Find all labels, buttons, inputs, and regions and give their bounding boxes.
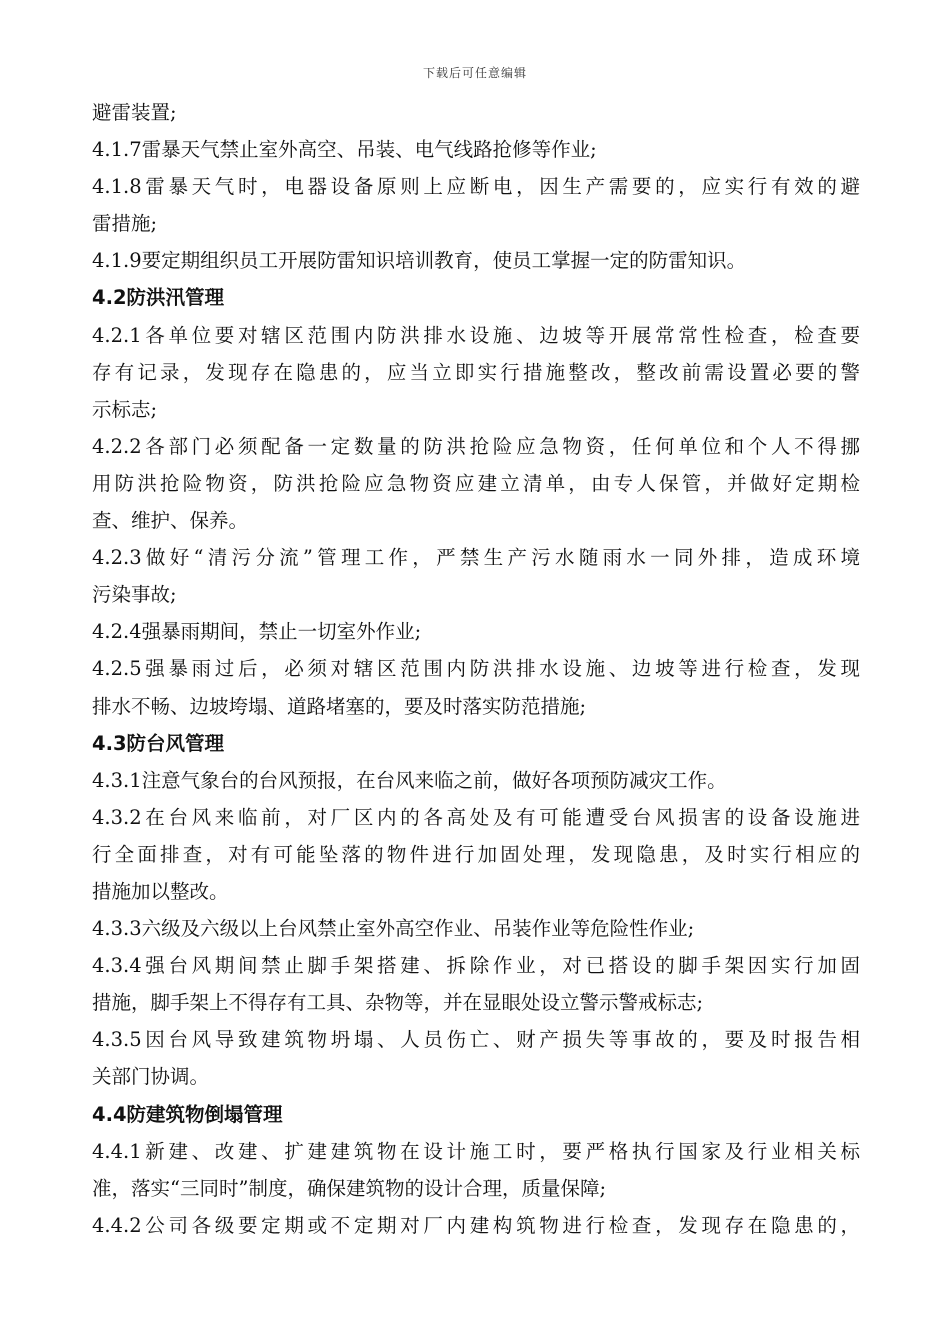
paragraph-line: 措施，脚手架上不得存有工具、杂物等，并在显眼处设立警示警戒标志; (92, 991, 704, 1015)
paragraph-line: 4.2.1各单位要对辖区范围内防洪排水设施、边坡等开展常常性检查，检查要 (92, 323, 860, 347)
paragraph-line: 查、维护、保养。 (92, 509, 249, 533)
paragraph-line: 4.2.3做好“清污分流”管理工作，严禁生产污水随雨水一同外排，造成环境 (92, 546, 860, 570)
paragraph-line: 4.1.8雷暴天气时，电器设备原则上应断电，因生产需要的，应实行有效的避 (92, 175, 860, 199)
paragraph-line: 用防洪抢险物资，防洪抢险应急物资应建立清单，由专人保管，并做好定期检 (92, 471, 860, 495)
paragraph-line: 4.1.9要定期组织员工开展防雷知识培训教育，使员工掌握一定的防雷知识。 (92, 249, 747, 273)
paragraph-line: 存有记录，发现存在隐患的，应当立即实行措施整改，整改前需设置必要的警 (92, 360, 860, 384)
section-heading: 4.3防台风管理 (92, 731, 225, 755)
section-heading: 4.4防建筑物倒塌管理 (92, 1102, 283, 1126)
paragraph-line: 雷措施; (92, 212, 158, 236)
paragraph-line: 污染事故; (92, 583, 177, 607)
document-body (92, 94, 860, 1244)
paragraph-line: 4.2.2各部门必须配备一定数量的防洪抢险应急物资，任何单位和个人不得挪 (92, 434, 860, 458)
paragraph-line: 4.3.5因台风导致建筑物坍塌、人员伤亡、财产损失等事故的，要及时报告相 (92, 1028, 860, 1052)
paragraph-line: 关部门协调。 (92, 1065, 210, 1089)
paragraph-line: 4.2.5强暴雨过后，必须对辖区范围内防洪排水设施、边坡等进行检查，发现 (92, 657, 860, 681)
paragraph-line: 4.3.1注意气象台的台风预报，在台风来临之前，做好各项预防减灾工作。 (92, 768, 727, 792)
paragraph-line: 4.3.4强台风期间禁止脚手架搭建、拆除作业，对已搭设的脚手架因实行加固 (92, 954, 860, 978)
paragraph-line: 示标志; (92, 397, 158, 421)
paragraph-line: 准，落实“三同时”制度，确保建筑物的设计合理，质量保障; (92, 1176, 607, 1200)
paragraph-line: 4.4.2公司各级要定期或不定期对厂内建构筑物进行检查，发现存在隐患的， (92, 1213, 860, 1237)
section-heading: 4.2防洪汛管理 (92, 286, 225, 310)
paragraph-line: 4.3.3六级及六级以上台风禁止室外高空作业、吊装作业等危险性作业; (92, 917, 695, 941)
paragraph-line: 措施加以整改。 (92, 879, 229, 903)
paragraph-line: 4.2.4强暴雨期间，禁止一切室外作业; (92, 620, 422, 644)
paragraph-line: 4.4.1新建、改建、扩建建筑物在设计施工时，要严格执行国家及行业相关标 (92, 1139, 860, 1163)
paragraph-line: 4.3.2在台风来临前，对厂区内的各高处及有可能遭受台风损害的设备设施进 (92, 805, 860, 829)
paragraph-line: 行全面排查，对有可能坠落的物件进行加固处理，发现隐患，及时实行相应的 (92, 842, 860, 866)
paragraph-line: 4.1.7雷暴天气禁止室外高空、吊装、电气线路抢修等作业; (92, 138, 597, 162)
paragraph-line: 避雷装置; (92, 101, 177, 124)
paragraph-line: 排水不畅、边坡垮塌、道路堵塞的，要及时落实防范措施; (92, 694, 587, 718)
page-header: 下载后可任意编辑 (422, 66, 527, 80)
